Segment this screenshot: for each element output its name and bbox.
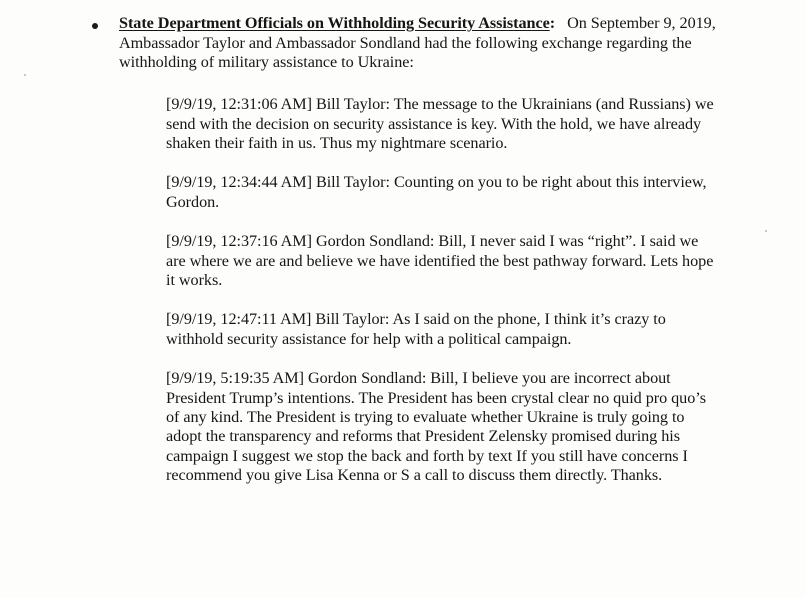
text-message: [9/9/19, 5:19:35 AM] Gordon Sondland: Bill, I believe you are incorrect about President Trump’s intentions. The President has been crystal clear no quid pro quo’s of any kind. The President is trying to evaluate whether Ukraine is truly going to adopt the transparency and reforms that President Zelensky promised during his campaign I suggest we stop the back and forth by text If you still have concerns I recommend you give Lisa Kenna or S a call to discuss them directly. Thanks. bbox=[166, 369, 706, 485]
bullet-icon bbox=[92, 23, 98, 29]
message-list bbox=[166, 95, 721, 505]
text-message: [9/9/19, 12:31:06 AM] Bill Taylor: The message to the Ukrainians (and Russians) we send with the decision on security assistance is key. With the hold, we have already shaken their faith in us. Thus my nightmare scenario. bbox=[166, 95, 714, 153]
intro-paragraph bbox=[119, 14, 732, 73]
bullet-item bbox=[92, 14, 732, 73]
intro-text: On September 9, 2019, Ambassador Taylor and Ambassador Sondland had the following exchange regarding the withholding of military assistance to Ukraine: bbox=[119, 14, 716, 72]
heading-colon: : bbox=[549, 14, 556, 32]
text-message: [9/9/19, 12:34:44 AM] Bill Taylor: Counting on you to be right about this interview, Gordon. bbox=[166, 173, 707, 212]
section-heading: State Department Officials on Withholding Security Assistance bbox=[119, 14, 550, 32]
scan-speck bbox=[765, 230, 767, 232]
text-message: [9/9/19, 12:37:16 AM] Gordon Sondland: Bill, I never said I was “right”. I said we are where we are and believe we have identified the best pathway forward. Lets hope it works. bbox=[166, 232, 714, 290]
text-message: [9/9/19, 12:47:11 AM] Bill Taylor: As I said on the phone, I think it’s crazy to withhold security assistance for help with a political campaign. bbox=[166, 310, 666, 348]
scan-speck bbox=[24, 74, 26, 76]
